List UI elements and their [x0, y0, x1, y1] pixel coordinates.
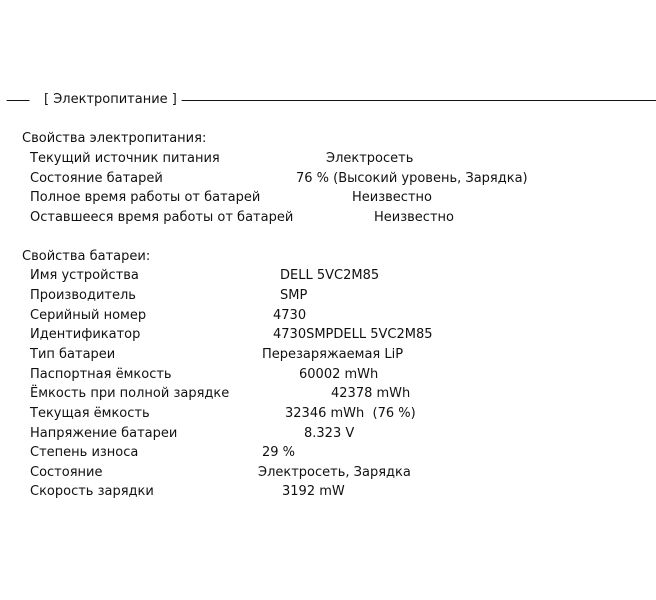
power-value-full-time: Неизвестно	[352, 190, 432, 205]
power-section-title: Свойства электропитания:	[22, 131, 207, 146]
section-header-title: [ Электропитание ]	[44, 92, 177, 107]
battery-value-charge-rate: 3192 mW	[282, 484, 345, 499]
battery-value-serial: 4730	[273, 308, 307, 323]
battery-label-full-charge-capacity: Ёмкость при полной зарядке	[30, 386, 230, 401]
header-left-dashes: --------	[6, 93, 29, 107]
power-value-battery-state: 76 % (Высокий уровень, Зарядка)	[296, 171, 528, 186]
battery-label-device-name: Имя устройства	[30, 268, 139, 283]
battery-label-current-capacity: Текущая ёмкость	[30, 406, 150, 421]
header-right-dashes: ------------------------------------------------------------------------------------------------------------------------------------------------------------------------	[181, 93, 656, 107]
battery-label-manufacturer: Производитель	[30, 288, 136, 303]
battery-value-manufacturer: SMP	[280, 288, 308, 303]
battery-section-title: Свойства батареи:	[22, 249, 151, 264]
battery-value-voltage: 8.323 V	[304, 426, 355, 441]
power-label-full-time: Полное время работы от батарей	[30, 190, 261, 205]
battery-label-charge-rate: Скорость зарядки	[30, 484, 154, 499]
battery-label-wear-level: Степень износа	[30, 445, 139, 460]
battery-label-identifier: Идентификатор	[30, 327, 141, 342]
battery-value-identifier: 4730SMPDELL 5VC2M85	[273, 327, 433, 342]
battery-value-wear-level: 29 %	[262, 445, 296, 460]
power-value-current-source: Электросеть	[326, 151, 414, 166]
battery-label-serial: Серийный номер	[30, 308, 147, 323]
battery-value-state: Электросеть, Зарядка	[258, 465, 411, 480]
power-label-current-source: Текущий источник питания	[30, 151, 220, 166]
battery-label-state: Состояние	[30, 465, 103, 480]
power-label-remaining-time: Оставшееся время работы от батарей	[30, 210, 294, 225]
battery-value-current-capacity: 32346 mWh (76 %)	[285, 406, 416, 421]
battery-value-design-capacity: 60002 mWh	[299, 367, 379, 382]
battery-value-type: Перезаряжаемая LiP	[262, 347, 404, 362]
battery-value-device-name: DELL 5VC2M85	[280, 268, 380, 283]
battery-label-design-capacity: Паспортная ёмкость	[30, 367, 172, 382]
power-label-battery-state: Состояние батарей	[30, 171, 163, 186]
battery-label-type: Тип батареи	[30, 347, 116, 362]
power-value-remaining-time: Неизвестно	[374, 210, 454, 225]
battery-label-voltage: Напряжение батареи	[30, 426, 178, 441]
battery-value-full-charge-capacity: 42378 mWh	[331, 386, 411, 401]
